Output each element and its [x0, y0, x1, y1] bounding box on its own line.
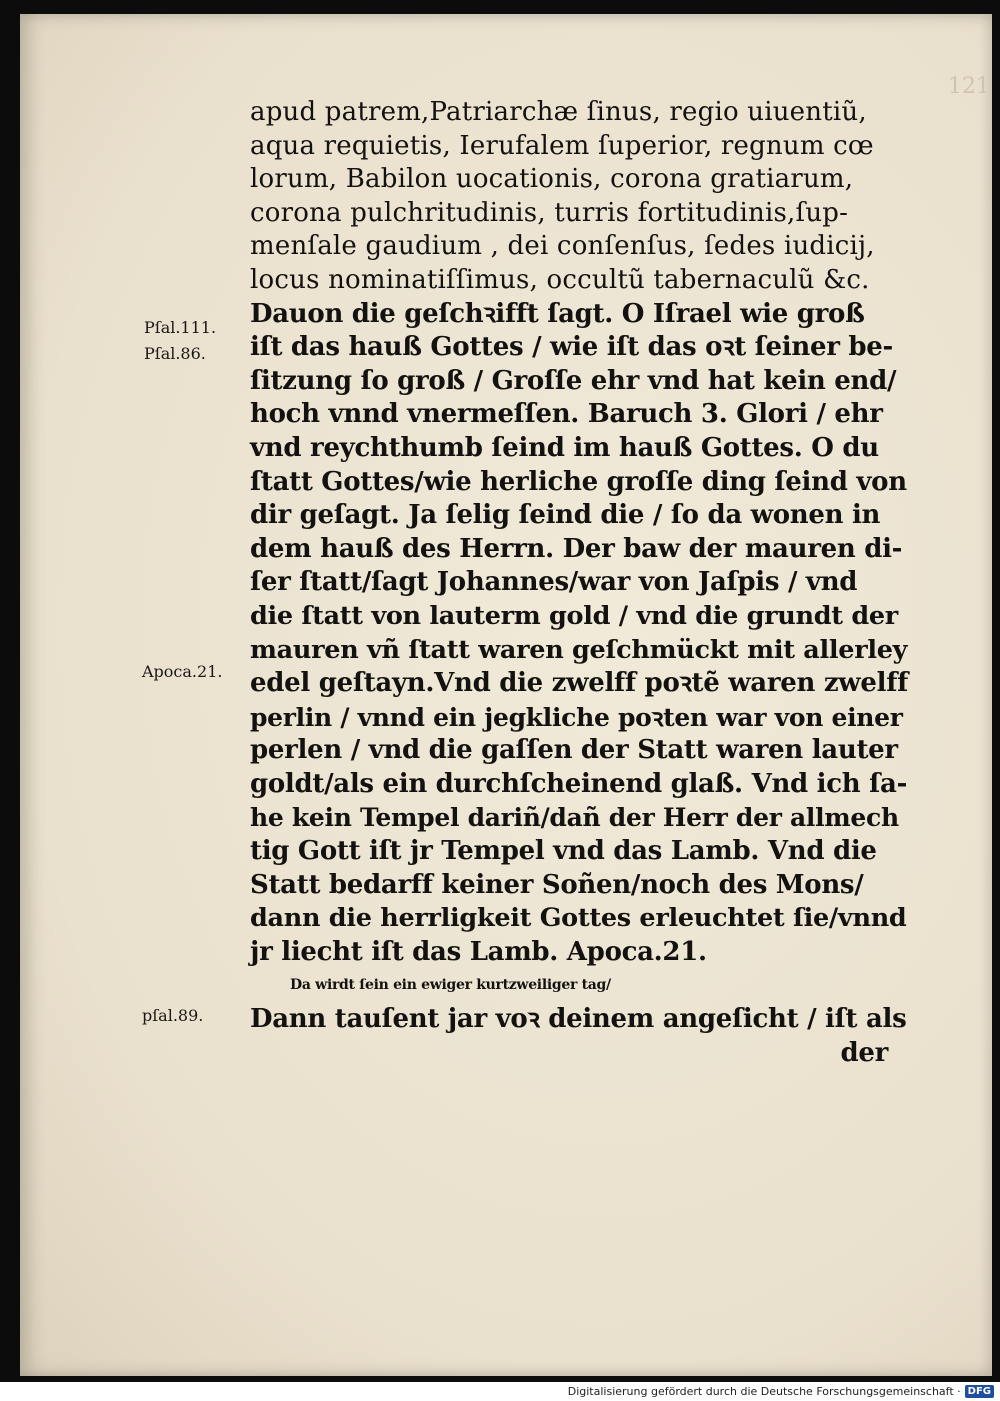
- text-line: menſale gaudium , dei conſenſus, ſedes iudicij,: [250, 231, 875, 262]
- text-line: jr liecht iſt das Lamb. Apoca.21.: [250, 936, 707, 967]
- text-line: Statt bedarff keiner Soñen/noch des Mons/: [250, 869, 864, 900]
- text-line: he kein Tempel dariñ/dañ der Herr der allmech: [250, 803, 899, 833]
- text-line: tig Gott iſt jr Tempel vnd das Lamb. Vnd die: [250, 836, 877, 867]
- marginal-note: Apoca.21.: [142, 662, 223, 681]
- text-line: mauren vñ ſtatt waren geſchmückt mit allerley: [250, 634, 908, 665]
- text-line: Dauon die geſchꝛifft ſagt. O Iſrael wie groß: [250, 298, 865, 329]
- marginal-note: Pſal.86.: [144, 344, 206, 363]
- text-line: hoch vnnd vnermeſſen. Baruch 3. Glori / ehr: [250, 399, 883, 430]
- text-line: Dann tauſent jar voꝛ deinem angeſicht / iſt als: [250, 1004, 907, 1035]
- marginal-note: Pſal.111.: [144, 318, 217, 337]
- text-line: aqua requietis, Ierufalem ſuperior, regnum cœ: [250, 130, 874, 161]
- text-line: dem hauß des Herrn. Der baw der mauren di-: [250, 533, 903, 564]
- text-line: der: [840, 1037, 888, 1068]
- dfg-logo-icon: DFG: [965, 1385, 994, 1398]
- footer-bar: [0, 1382, 1000, 1401]
- text-line: lorum, Babilon uocationis, corona gratiarum,: [250, 164, 854, 195]
- text-line: Da wirdt ſein ein ewiger kurtzweiliger tag/: [290, 977, 611, 994]
- text-line: iſt das hauß Gottes / wie iſt das oꝛt ſeiner be-: [250, 332, 893, 363]
- text-line: dann die herrligkeit Gottes erleuchtet ſie/vnnd: [250, 903, 907, 934]
- text-line: die ſtatt von lauterm gold / vnd die grundt der: [250, 600, 898, 631]
- text-line: perlen / vnd die gaſſen der Statt waren lauter: [250, 735, 898, 766]
- text-line: locus nominatiſſimus, occultũ tabernaculũ &c.: [250, 264, 870, 295]
- text-line: vnd reychthumb ſeind im hauß Gottes. O du: [250, 432, 879, 463]
- funding-credit: Digitalisierung gefördert durch die Deutsche Forschungsgemeinschaft ·: [567, 1385, 961, 1398]
- text-line: apud patrem,Patriarchæ ſinus, regio uiuentiũ,: [250, 97, 867, 127]
- text-line: ſer ſtatt/ſagt Johannes/war von Jaſpis / vnd: [250, 567, 858, 598]
- text-line: goldt/als ein durchſcheinend glaß. Vnd ich ſa-: [250, 768, 908, 799]
- text-line: ſtatt Gottes/wie herliche groſſe ding ſeind von: [250, 466, 907, 497]
- text-line: corona pulchritudinis, turris fortitudinis,ſup-: [250, 197, 849, 228]
- marginal-note: pſal.89.: [142, 1006, 204, 1025]
- text-line: edel geſtayn.Vnd die zwelff poꝛtẽ waren zwelff: [250, 668, 908, 699]
- text-line: dir geſagt. Ja ſelig ſeind die / ſo da wonen in: [250, 500, 881, 531]
- main-text-block: [250, 96, 910, 1070]
- text-line: ſitzung ſo groß / Groſſe ehr vnd hat kein end/: [250, 365, 897, 396]
- bleed-through-page-number: 121: [948, 74, 990, 99]
- text-line: perlin / vnnd ein jegkliche poꝛten war von einer: [250, 702, 903, 732]
